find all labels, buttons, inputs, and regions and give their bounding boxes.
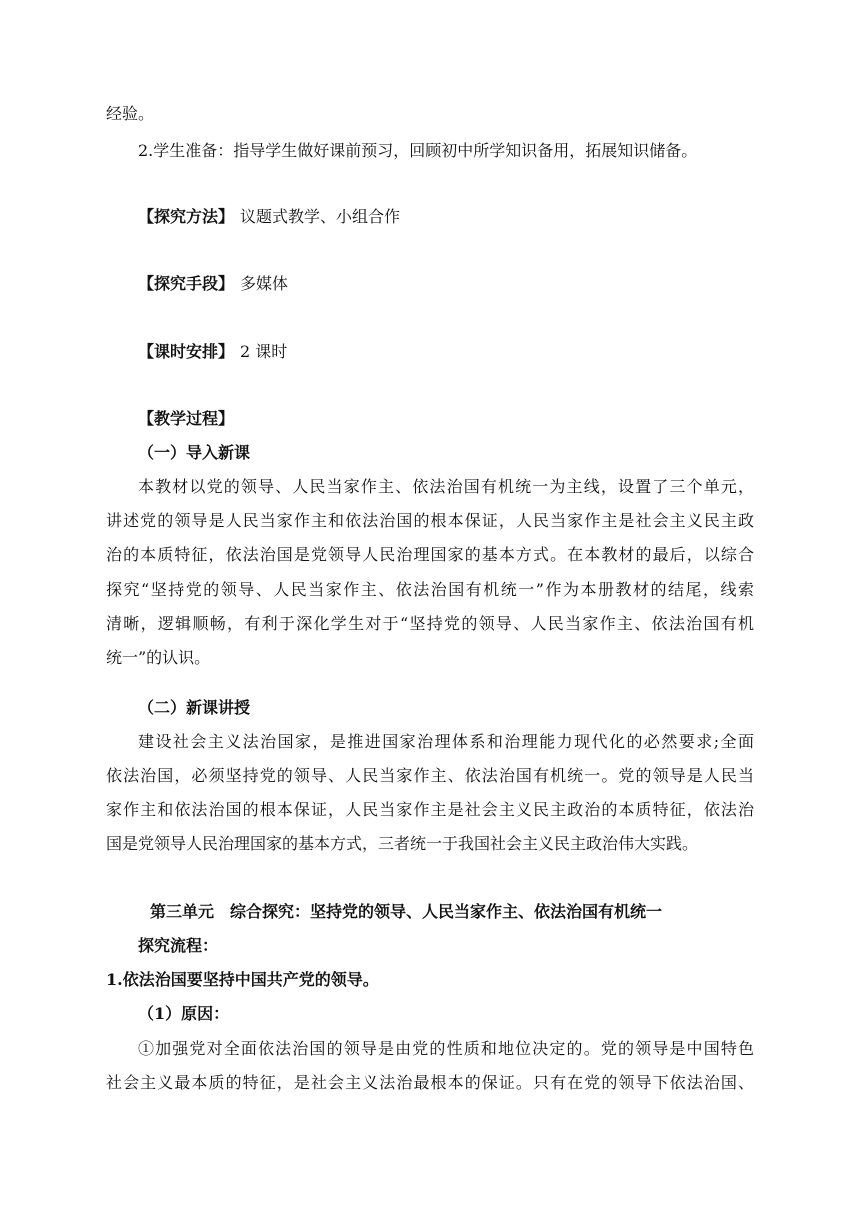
section-value: 议题式教学、小组合作 [240, 207, 401, 226]
section-heading: 【教学过程】 [138, 409, 235, 428]
paragraph-line: 社会主义最本质的特征，是社会主义法治最根本的保证。只有在党的领导下依法治国、 [106, 1073, 754, 1092]
section-method [138, 207, 400, 227]
paragraph-line: 国是党领导人民治理国家的基本方式，三者统一于我国社会主义民主政治伟大实践。 [106, 834, 699, 853]
paragraph-line: 探究“坚持党的领导、人民当家作主、依法治国有机统一”作为本册教材的结尾，线索 [106, 580, 754, 599]
text-line: 2.学生准备：指导学生做好课前预习，回顾初中所学知识备用，拓展知识储备。 [138, 141, 698, 160]
section-label: 【课时安排】 [138, 342, 235, 361]
paragraph-line: 讲述党的领导是人民当家作主和依法治国的根本保证，人民当家作主是社会主义民主政 [106, 511, 754, 530]
section-value: 2 课时 [240, 342, 288, 361]
paragraph-line: 清晰，逻辑顺畅，有利于深化学生对于“坚持党的领导、人民当家作主、依法治国有机 [106, 614, 754, 633]
subsection-heading: （一）导入新课 [138, 443, 251, 462]
section-label: 【探究方法】 [138, 207, 235, 226]
subsection-heading: 1.依法治国要坚持中国共产党的领导。 [106, 970, 379, 989]
section-label: 【探究手段】 [138, 274, 235, 293]
subsection-heading: 探究流程： [138, 936, 219, 955]
section-schedule [138, 342, 287, 362]
paragraph-line: 治的本质特征，依法治国是党领导人民治理国家的基本方式。在本教材的最后，以综合 [106, 545, 754, 564]
section-means [138, 274, 288, 294]
paragraph-line: 本教材以党的领导、人民当家作主、依法治国有机统一为主线，设置了三个单元， [138, 477, 754, 496]
paragraph-line: ①加强党对全面依法治国的领导是由党的性质和地位决定的。党的领导是中国特色 [138, 1039, 754, 1058]
paragraph-line: 依法治国，必须坚持党的领导、人民当家作主、依法治国有机统一。党的领导是人民当 [106, 766, 754, 785]
paragraph-line: 建设社会主义法治国家，是推进国家治理体系和治理能力现代化的必然要求;全面 [138, 732, 754, 751]
section-value: 多媒体 [240, 274, 289, 293]
unit-heading: 第三单元 综合探究：坚持党的领导、人民当家作主、依法治国有机统一 [150, 902, 663, 921]
paragraph-line: 家作主和依法治国的根本保证，人民当家作主是社会主义民主政治的本质特征，依法治 [106, 800, 754, 819]
subsection-heading: （1）原因： [138, 1004, 230, 1023]
text-line: 经验。 [106, 104, 155, 123]
paragraph-line: 统一”的认识。 [106, 648, 211, 667]
subsection-heading: （二）新课讲授 [138, 698, 251, 717]
